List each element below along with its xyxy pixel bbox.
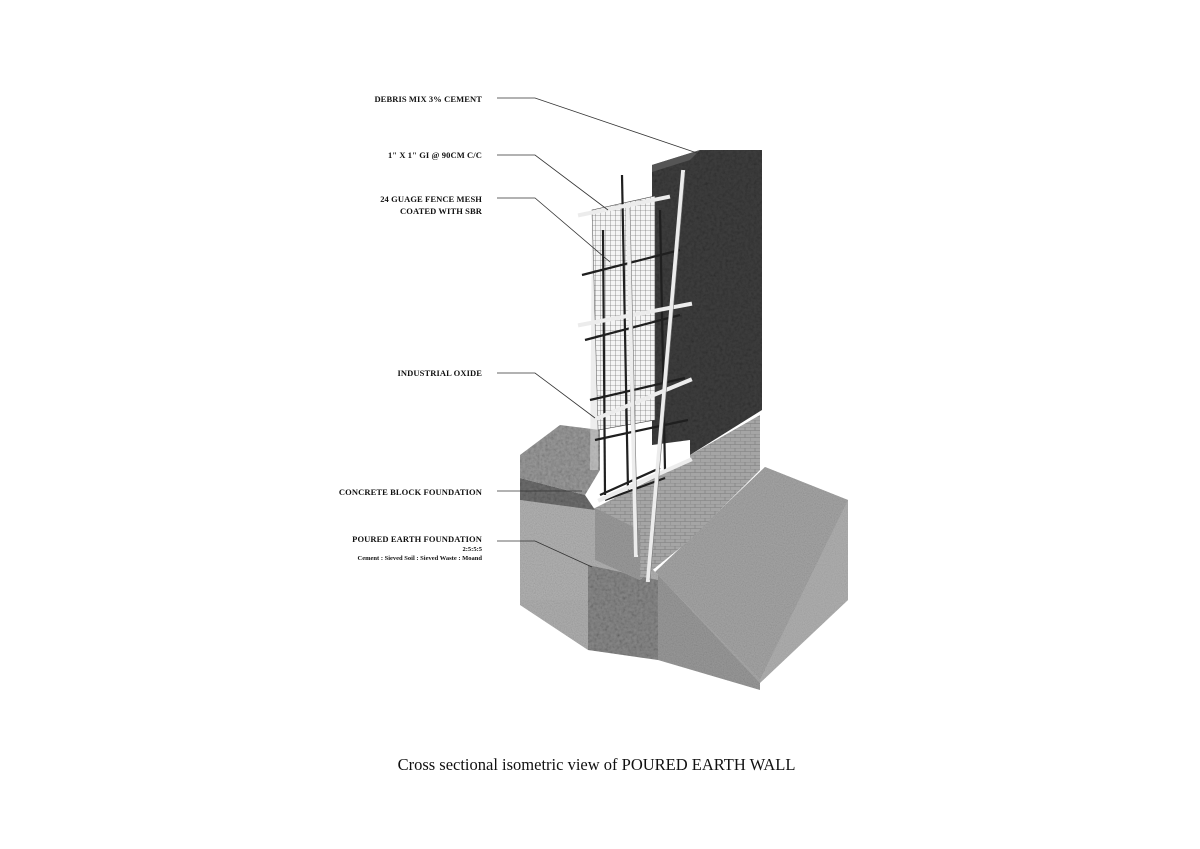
label-mix-ratio: 2:5:5:5 — [462, 546, 482, 553]
caption: Cross sectional isometric view of POURED EARTH WALL — [397, 755, 796, 774]
label-debris-mix: DEBRIS MIX 3% CEMENT — [374, 94, 482, 104]
label-mix-ratio-description: Cement : Sieved Soil : Sieved Waste : Moand — [357, 555, 482, 562]
label-industrial-oxide: INDUSTRIAL OXIDE — [397, 368, 482, 378]
label-poured-earth-foundation: POURED EARTH FOUNDATION — [352, 534, 482, 544]
label-fence-mesh-line1: 24 GUAGE FENCE MESH — [380, 194, 482, 204]
label-fence-mesh-line2: COATED WITH SBR — [400, 206, 482, 216]
label-gi-bars: 1" X 1" GI @ 90CM C/C — [387, 150, 482, 160]
ground-left-base — [520, 600, 588, 650]
label-concrete-block-foundation: CONCRETE BLOCK FOUNDATION — [338, 487, 482, 497]
